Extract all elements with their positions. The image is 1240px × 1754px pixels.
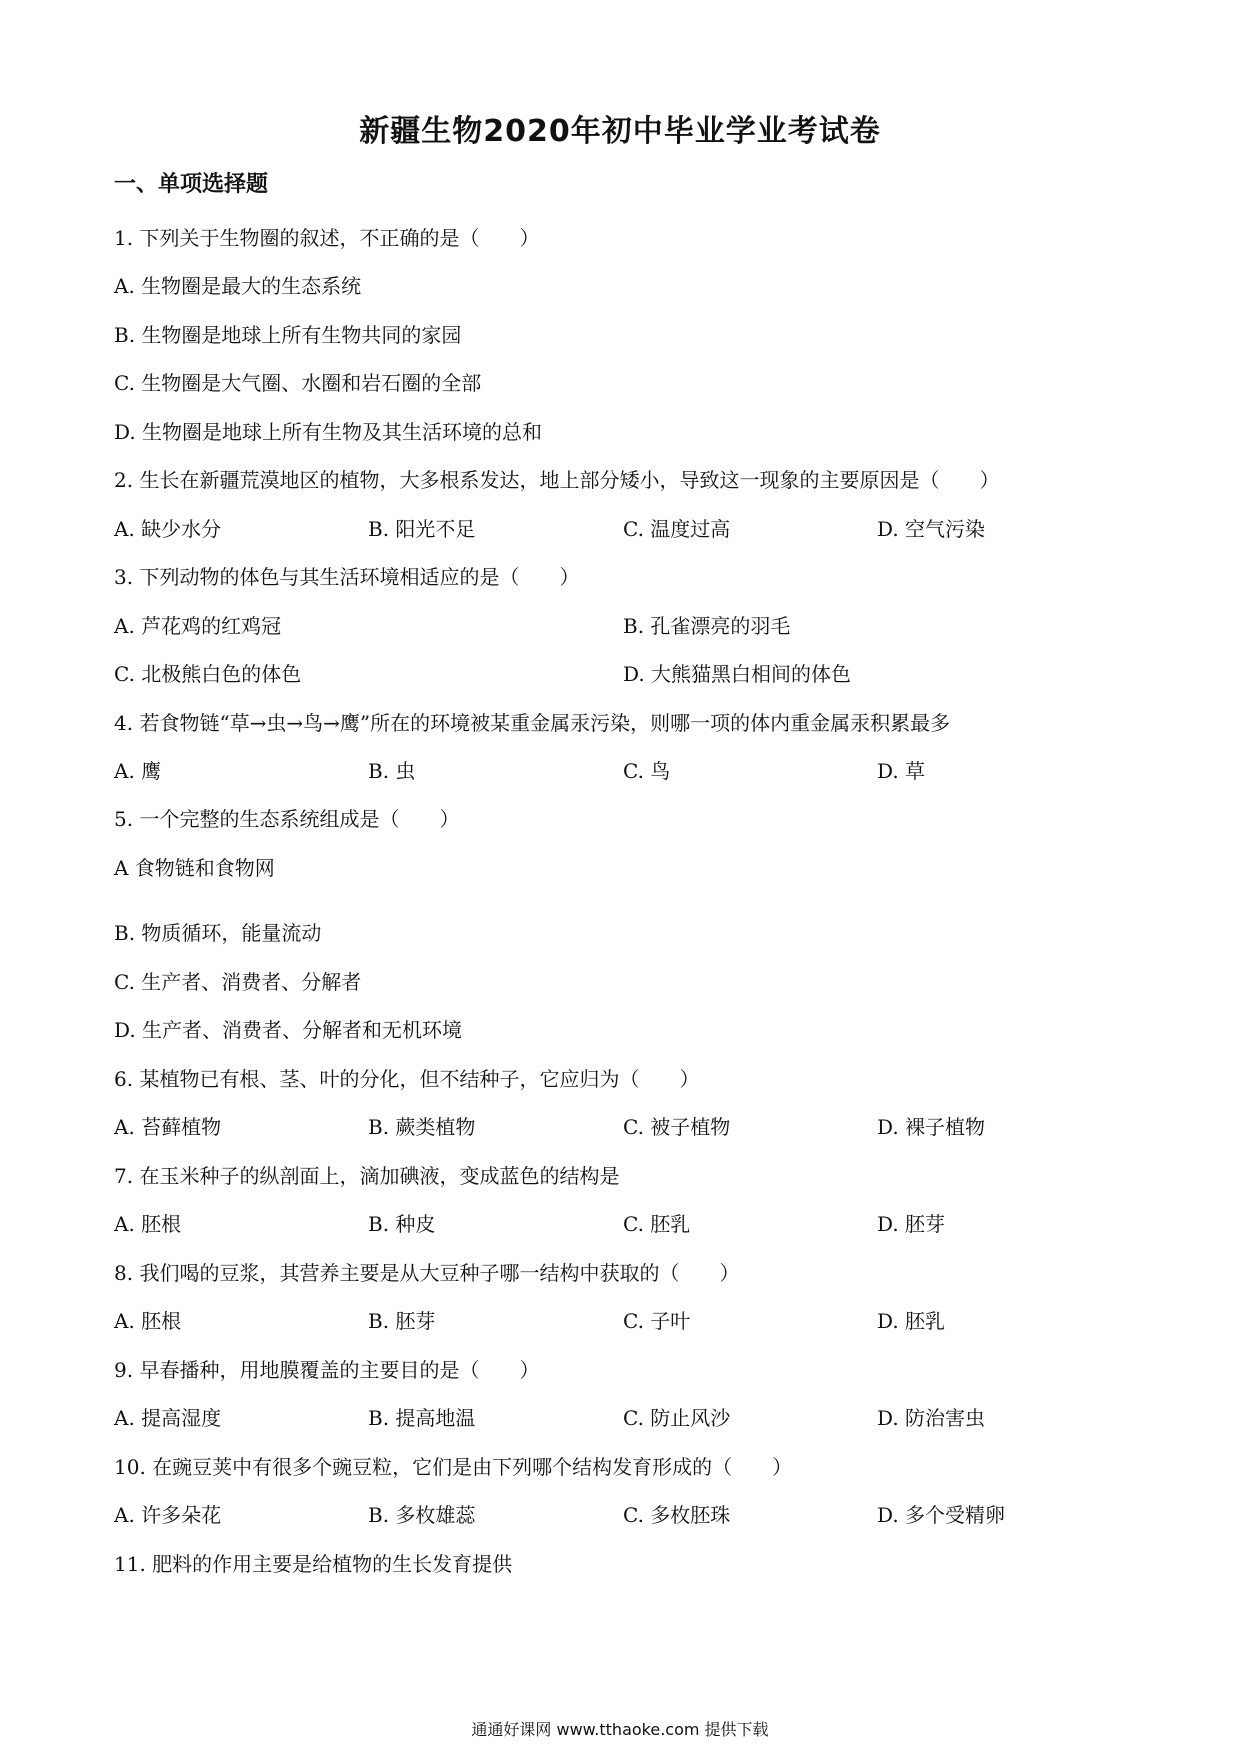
question-4-option-c: C. 鸟	[623, 759, 671, 783]
question-6-option-c: C. 被子植物	[623, 1115, 731, 1139]
question-4-option-b: B. 虫	[368, 759, 416, 783]
question-2-option-b: B. 阳光不足	[368, 517, 476, 541]
section-heading: 一、单项选择题	[114, 172, 269, 197]
question-4-option-a: A. 鹰	[114, 759, 162, 783]
question-10-option-b: B. 多枚雄蕊	[368, 1503, 476, 1527]
question-8-options	[114, 1305, 1124, 1333]
question-9-stem: 9. 早春播种，用地膜覆盖的主要目的是（ ）	[114, 1358, 540, 1382]
question-7-option-d: D. 胚芽	[877, 1212, 946, 1236]
question-8-stem: 8. 我们喝的豆浆，其营养主要是从大豆种子哪一结构中获取的（ ）	[114, 1261, 740, 1285]
question-4-stem: 4. 若食物链“草→虫→鸟→鹰”所在的环境被某重金属汞污染，则哪一项的体内重金属汞积累最多	[114, 711, 951, 735]
question-5-option-d: D. 生产者、消费者、分解者和无机环境	[114, 1018, 463, 1042]
question-3-stem: 3. 下列动物的体色与其生活环境相适应的是（ ）	[114, 565, 580, 589]
exam-title: 新疆生物2020年初中毕业学业考试卷	[359, 114, 881, 149]
question-2-option-a: A. 缺少水分	[114, 517, 222, 541]
question-1-stem: 1. 下列关于生物圈的叙述，不正确的是（ ）	[114, 226, 540, 250]
question-1-option-d: D. 生物圈是地球上所有生物及其生活环境的总和	[114, 420, 543, 444]
question-6-option-b: B. 蕨类植物	[368, 1115, 476, 1139]
question-3-option-a: A. 芦花鸡的红鸡冠	[114, 614, 282, 638]
question-4-options	[114, 755, 1124, 783]
question-1-option-c: C. 生物圈是大气圈、水圈和岩石圈的全部	[114, 371, 482, 395]
question-6-option-d: D. 裸子植物	[877, 1115, 986, 1139]
question-2-stem: 2. 生长在新疆荒漠地区的植物，大多根系发达，地上部分矮小，导致这一现象的主要原因是（ ）	[114, 468, 1000, 492]
question-3-option-d: D. 大熊猫黑白相间的体色	[623, 662, 852, 686]
question-8-option-c: C. 子叶	[623, 1309, 691, 1333]
question-1-option-b: B. 生物圈是地球上所有生物共同的家园	[114, 323, 462, 347]
question-2-options	[114, 513, 1124, 541]
question-2-option-c: C. 温度过高	[623, 517, 731, 541]
question-7-option-a: A. 胚根	[114, 1212, 182, 1236]
question-5-option-a: A 食物链和食物网	[114, 856, 275, 880]
question-7-options	[114, 1208, 1124, 1236]
question-10-option-d: D. 多个受精卵	[877, 1503, 1006, 1527]
question-11-stem: 11. 肥料的作用主要是给植物的生长发育提供	[114, 1552, 513, 1576]
question-8-option-b: B. 胚芽	[368, 1309, 436, 1333]
question-4-option-d: D. 草	[877, 759, 926, 783]
question-9-options	[114, 1402, 1124, 1430]
question-6-stem: 6. 某植物已有根、茎、叶的分化，但不结种子，它应归为（ ）	[114, 1067, 700, 1091]
question-5-option-b: B. 物质循环，能量流动	[114, 921, 322, 945]
question-3-options-row-1	[114, 610, 1124, 638]
question-3-options-row-2	[114, 658, 1124, 686]
question-6-option-a: A. 苔藓植物	[114, 1115, 222, 1139]
question-3-option-c: C. 北极熊白色的体色	[114, 662, 302, 686]
question-10-option-c: C. 多枚胚珠	[623, 1503, 731, 1527]
question-9-option-c: C. 防止风沙	[623, 1406, 731, 1430]
question-6-options	[114, 1111, 1124, 1139]
question-10-option-a: A. 许多朵花	[114, 1503, 222, 1527]
question-9-option-b: B. 提高地温	[368, 1406, 476, 1430]
question-10-options	[114, 1499, 1124, 1527]
question-8-option-a: A. 胚根	[114, 1309, 182, 1333]
question-1-option-a: A. 生物圈是最大的生态系统	[114, 274, 362, 298]
question-7-option-c: C. 胚乳	[623, 1212, 691, 1236]
question-8-option-d: D. 胚乳	[877, 1309, 946, 1333]
question-2-option-d: D. 空气污染	[877, 517, 986, 541]
question-7-option-b: B. 种皮	[368, 1212, 436, 1236]
question-7-stem: 7. 在玉米种子的纵剖面上，滴加碘液，变成蓝色的结构是	[114, 1164, 620, 1188]
question-5-option-c: C. 生产者、消费者、分解者	[114, 970, 362, 994]
question-9-option-a: A. 提高湿度	[114, 1406, 222, 1430]
question-10-stem: 10. 在豌豆荚中有很多个豌豆粒，它们是由下列哪个结构发育形成的（ ）	[114, 1455, 793, 1479]
page-footer: 通通好课网 www.tthaoke.com 提供下载	[471, 1720, 769, 1739]
question-9-option-d: D. 防治害虫	[877, 1406, 986, 1430]
question-3-option-b: B. 孔雀漂亮的羽毛	[623, 614, 791, 638]
question-5-stem: 5. 一个完整的生态系统组成是（ ）	[114, 807, 460, 831]
